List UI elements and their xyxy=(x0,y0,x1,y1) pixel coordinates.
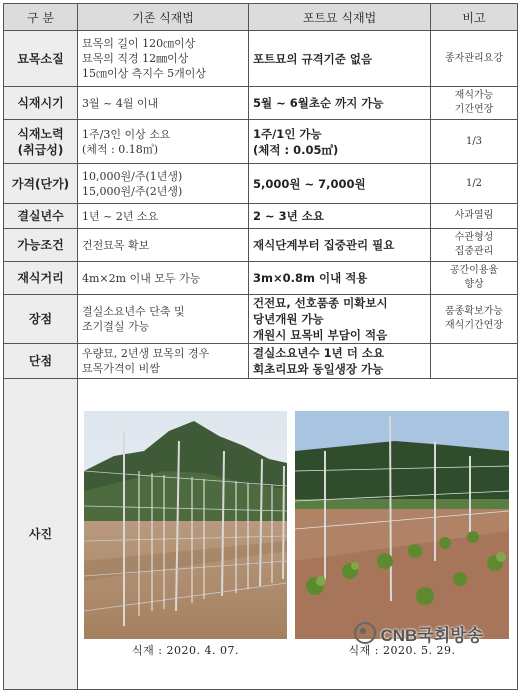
pot-method-cell xyxy=(249,120,431,164)
cell-line: 1/3 xyxy=(465,135,483,147)
cell-line: 15,000원/주(2년생) xyxy=(82,184,183,198)
cell-line: 3m×0.8m 이내 적용 xyxy=(253,271,368,285)
cell-line: 1년 ~ 2년 소요 xyxy=(82,209,159,223)
photo-row xyxy=(4,379,518,690)
row-label-text: 단점 xyxy=(28,354,53,368)
cell-line: 결실소요년수 1년 더 소요 xyxy=(253,346,385,360)
remarks-cell xyxy=(431,229,518,262)
cell-line: 우량묘, 2년생 묘목의 경우 xyxy=(82,347,210,360)
row-label-text: 식재노력 xyxy=(17,126,64,141)
cell-line: 건전묘목 확보 xyxy=(82,238,150,252)
table-header-row xyxy=(4,4,518,31)
table-row xyxy=(4,87,518,120)
cell-line: 향상 xyxy=(464,279,484,290)
cell-line: 묘목가격이 비쌈 xyxy=(82,362,160,375)
cell-line: 1주/3인 이상 소요 xyxy=(82,127,171,141)
cell-line: 집중관리 xyxy=(454,246,494,257)
table-row xyxy=(4,229,518,262)
row-label xyxy=(4,87,78,120)
table-row xyxy=(4,344,518,379)
table-row xyxy=(4,295,518,344)
remarks-cell xyxy=(431,262,518,295)
cell-line: 개원시 묘목비 부담이 적음 xyxy=(253,328,388,342)
table-row xyxy=(4,204,518,229)
photo-cell xyxy=(78,379,518,690)
photo-row-label: 사진 xyxy=(4,379,78,690)
table-row xyxy=(4,262,518,295)
comparison-table xyxy=(3,3,518,690)
cell-line: 회초리묘와 동일생장 가능 xyxy=(253,362,384,376)
old-method-cell xyxy=(78,87,249,120)
cell-line: 1주/1인 가능 xyxy=(253,126,322,141)
cell-line: 당년개원 가능 xyxy=(253,312,324,326)
header-pot-method: 포트묘 식재법 xyxy=(249,4,431,31)
remarks-cell xyxy=(431,295,518,344)
old-method-cell xyxy=(78,120,249,164)
header-old-method: 기존 식재법 xyxy=(78,4,249,31)
broadcast-logo-icon xyxy=(354,622,376,644)
cell-line: 10,000원/주(1년생) xyxy=(82,169,183,183)
old-method-cell xyxy=(78,204,249,229)
photo-left-wrap xyxy=(84,411,287,658)
old-method-cell xyxy=(78,164,249,204)
old-method-cell xyxy=(78,295,249,344)
cell-line: 재식단계부터 집중관리 필요 xyxy=(253,238,395,252)
row-label-text: 가능조건 xyxy=(17,238,64,252)
cell-line: (체적 : 0.05㎥) xyxy=(253,142,339,157)
pot-method-cell xyxy=(249,164,431,204)
cell-line: 수관형성 xyxy=(454,232,494,243)
watermark-text: CNB국회방송 xyxy=(380,625,483,645)
old-method-cell xyxy=(78,229,249,262)
pot-method-cell xyxy=(249,344,431,379)
cell-line: 포트묘의 규격기준 없음 xyxy=(253,51,373,66)
row-label-text: 가격(단가) xyxy=(11,176,70,191)
cell-line: 종자관리요강 xyxy=(445,52,503,64)
cell-line: 4m×2m 이내 모두 가능 xyxy=(82,271,201,285)
pot-method-cell xyxy=(249,295,431,344)
cell-line: 재식가능 xyxy=(454,90,494,101)
cell-line: 품종확보가능 xyxy=(445,306,503,317)
row-label xyxy=(4,295,78,344)
row-label xyxy=(4,120,78,164)
cell-line: 2 ~ 3년 소요 xyxy=(253,209,324,223)
broadcaster-watermark xyxy=(354,621,483,646)
row-label-text: 결실년수 xyxy=(17,209,64,223)
pot-method-cell xyxy=(249,229,431,262)
cell-line: 건전묘, 선호품종 미확보시 xyxy=(253,296,388,310)
row-label xyxy=(4,204,78,229)
old-method-cell xyxy=(78,262,249,295)
cell-line: 15㎝이상 측지수 5개이상 xyxy=(82,67,206,80)
cell-line: 공간이용율 xyxy=(449,265,499,276)
cell-line: 결실소요년수 단축 및 xyxy=(82,305,185,318)
remarks-cell xyxy=(431,87,518,120)
row-label-text: 식재시기 xyxy=(17,96,64,110)
table-row xyxy=(4,120,518,164)
photo-right-caption: 식재 : 2020. 5. 29. xyxy=(348,643,456,657)
header-category: 구 분 xyxy=(4,4,78,31)
remarks-cell xyxy=(431,204,518,229)
orchard-photo-april xyxy=(84,411,287,639)
cell-line: 묘목의 길이 120㎝이상 xyxy=(82,37,196,50)
row-label xyxy=(4,31,78,87)
pot-method-cell xyxy=(249,204,431,229)
cell-line: 조기결실 가능 xyxy=(82,320,150,333)
cell-line: 3월 ~ 4월 이내 xyxy=(82,96,159,110)
table-row xyxy=(4,31,518,87)
row-label xyxy=(4,164,78,204)
row-label xyxy=(4,229,78,262)
cell-line: 1/2 xyxy=(465,177,483,189)
row-label-text: 재식거리 xyxy=(17,271,64,285)
remarks-cell xyxy=(431,164,518,204)
pot-method-cell xyxy=(249,262,431,295)
old-method-cell xyxy=(78,344,249,379)
photo-left-caption: 식재 : 2020. 4. 07. xyxy=(132,643,239,657)
cell-line: 재식기간연장 xyxy=(445,320,503,331)
cell-line: 사과열림 xyxy=(454,210,494,221)
remarks-cell xyxy=(431,344,518,379)
cell-line: 5,000원 ~ 7,000원 xyxy=(253,176,366,191)
header-remarks: 비고 xyxy=(431,4,518,31)
remarks-cell xyxy=(431,120,518,164)
row-label-text: 묘목소질 xyxy=(17,51,64,66)
row-label xyxy=(4,262,78,295)
row-label-sub: (취급성) xyxy=(17,142,64,157)
pot-method-cell xyxy=(249,31,431,87)
cell-line: 묘목의 직경 12㎜이상 xyxy=(82,52,189,65)
cell-line: 5월 ~ 6월초순 까지 가능 xyxy=(253,96,384,110)
remarks-cell xyxy=(431,31,518,87)
row-label xyxy=(4,344,78,379)
cell-line: 기간연장 xyxy=(454,104,494,115)
old-method-cell xyxy=(78,31,249,87)
table-row xyxy=(4,164,518,204)
orchard-photo-may xyxy=(295,411,509,639)
row-label-text: 장점 xyxy=(28,312,53,326)
cell-line: (체적 : 0.18㎥) xyxy=(82,142,159,156)
pot-method-cell xyxy=(249,87,431,120)
